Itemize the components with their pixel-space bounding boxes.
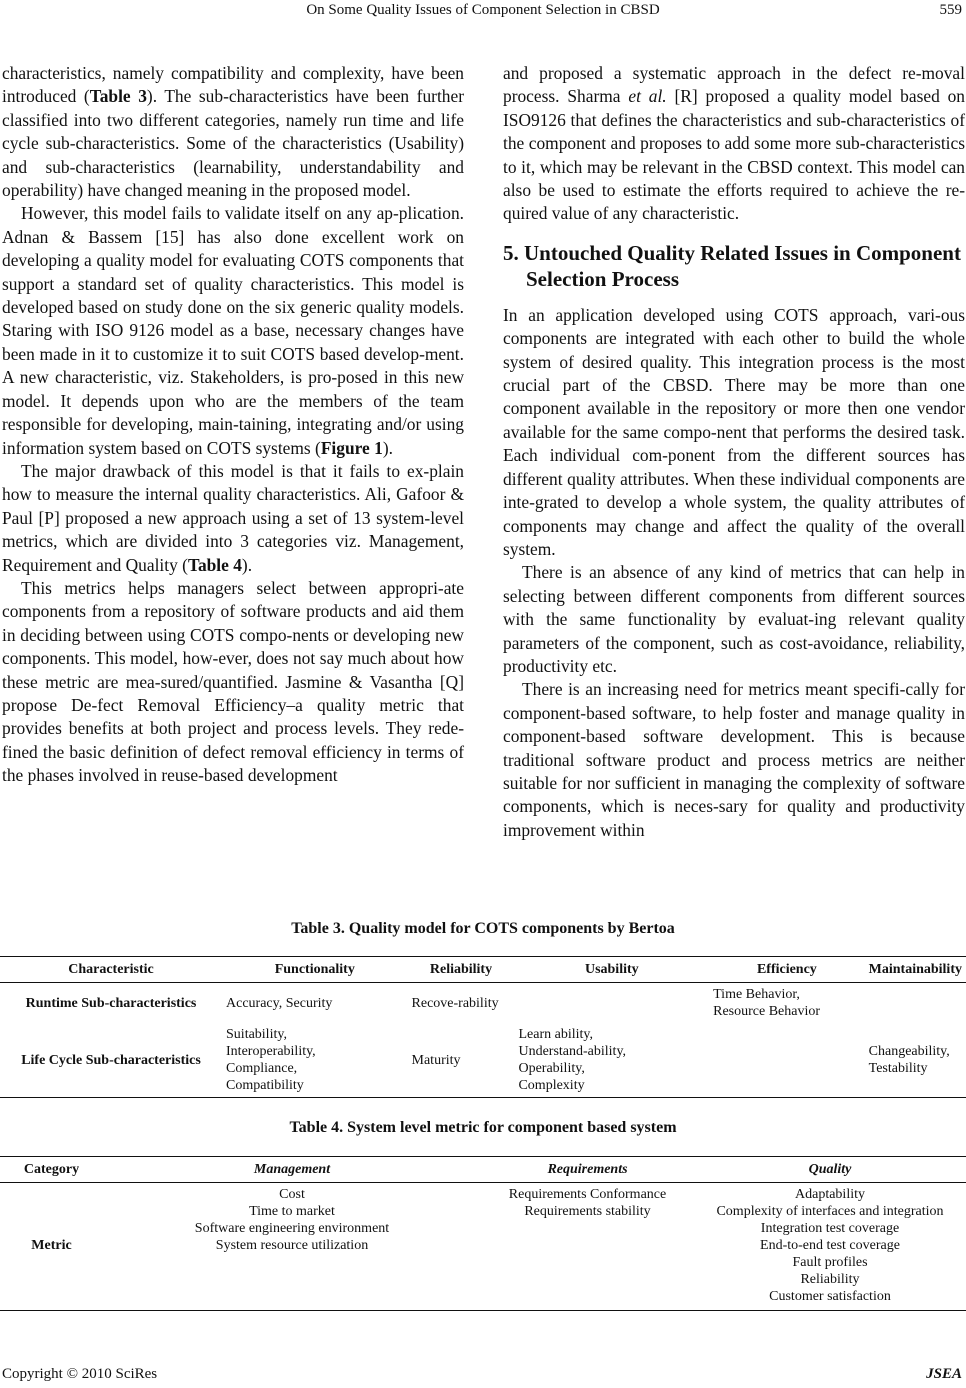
table-header-row <box>0 1157 966 1183</box>
row-label: Metric <box>0 1183 103 1311</box>
paragraph: In an application developed using COTS approach, vari-ous components are integrated with each other to build the whole system of desired quality. This integration process is the most crucial part of the CBSD. There may be more than one component available in the repository or more then one vendor available for the same compo-nent that performs the desired task. Each individual com-ponent from the different sources has different quality attributes. When these individual components are inte-grated to develop a whole system, the quality attributes of components may change and affect the quality of the overall system. <box>503 304 965 559</box>
table-row <box>0 983 966 1024</box>
section-heading: 5. Untouched Quality Related Issues in Component Selection Process <box>503 240 961 291</box>
table-row <box>0 1183 966 1311</box>
table4 <box>0 1156 966 1311</box>
running-title: On Some Quality Issues of Component Selection in CBSD <box>306 2 660 18</box>
journal-abbreviation: JSEA <box>926 1366 962 1382</box>
table-header-cell: Usability <box>514 957 709 983</box>
left-column <box>2 62 464 788</box>
table-header-cell: Quality <box>694 1157 966 1183</box>
table-header-cell: Efficiency <box>709 957 865 983</box>
row-label: Life Cycle Sub-characteristics <box>0 1023 222 1098</box>
table-row <box>0 1023 966 1098</box>
table4-caption: Table 4. System level metric for component based system <box>289 1119 677 1136</box>
paragraph: This metrics helps managers select between appropri-ate components from a repository of software products and aid them in deciding between using COTS compo-nents or developing new components. This model, how-ever, does not say much about how these metric are mea-sured/quantified. Jasmine & Vasantha [Q] propose De-fect Removal Efficiency–a quality metric that provides benefits at both project and process levels. They rede-fined the basic definition of defect removal efficiency in terms of the phases involved in reuse-based development <box>2 577 464 786</box>
table-cell: Suitability, Interoperability, Compliance, Compatibility <box>222 1023 408 1098</box>
table-cell: Adaptability Complexity of interfaces and integration Integration test coverage End-to-end test coverage Fault profiles Reliability Customer satisfaction <box>694 1183 966 1311</box>
paragraph: and proposed a systematic approach in the defect re-moval process. Sharma et al. [R] proposed a quality model based on ISO9126 that defines the characteristics and sub-characteristics of the component and proposes to add some more sub-characteristics to it, which may be relevant in the CBSD context. This model can also be used to estimate the efforts required to achieve the re-quired value of any characteristic. <box>503 63 966 224</box>
table3 <box>0 956 966 1098</box>
table-header-cell: Category <box>0 1157 103 1183</box>
table-cell: Recove-rability <box>411 995 499 1011</box>
table-header-cell: Requirements <box>481 1157 694 1183</box>
table-header-cell: Management <box>103 1157 481 1183</box>
table-cell <box>709 1023 865 1098</box>
paragraph: characteristics, namely compatibility and complexity, have been introduced (Table 3). The sub-characteristics have been further classified into two different categories, namely run time and life cycle sub-characteristics. Some of the characteristics (Usability) and sub-characteristics (learnability, understandability and operability) have changed meaning in the proposed model. <box>2 63 464 201</box>
table-reference[interactable]: Table 3 <box>89 86 147 107</box>
right-column <box>503 62 965 842</box>
table-cell: Time Behavior, Resource Behavior <box>713 987 821 1019</box>
table-header-cell: Functionality <box>222 957 408 983</box>
paragraph: There is an absence of any kind of metrics that can help in selecting between different components from different sources with the same functionality by evaluat-ing relevant quality parameters of the component, such as cost-avoidance, reliability, productivity etc. <box>503 562 965 676</box>
table-cell: Cost Time to market Software engineering environment System resource utilization <box>103 1183 481 1311</box>
paragraph: There is an increasing need for metrics meant specifi-cally for component-based software, to help foster and manage quality in component-based software development. This is because traditional software product and process metrics are neither suitable for nor sufficient in managing the complexity of software components, which is neces-sary for quality and productivity improvement within <box>503 679 965 840</box>
table-reference[interactable]: Table 4 <box>187 554 242 575</box>
table-cell <box>514 983 709 1024</box>
table-header-cell: Characteristic <box>0 957 222 983</box>
table-header-cell: Reliability <box>408 957 515 983</box>
copyright-notice: Copyright © 2010 SciRes <box>2 1366 158 1382</box>
figure-reference[interactable]: Figure 1 <box>320 437 383 458</box>
table-header-row <box>0 957 966 983</box>
table3-caption: Table 3. Quality model for COTS components by Bertoa <box>291 920 675 937</box>
table-cell: Maturity <box>408 1023 515 1098</box>
running-head <box>0 2 966 22</box>
table-cell: Changeability, Testability <box>865 1023 966 1098</box>
page-number: 559 <box>939 2 962 18</box>
table-cell: Learn ability, Understand-ability, Operability, Complexity <box>514 1023 709 1098</box>
row-label: Runtime Sub-characteristics <box>25 995 197 1011</box>
paragraph: The major drawback of this model is that it fails to ex-plain how to measure the internal quality characteristics. Ali, Gafoor & Paul [P] proposed a new approach using a set of 13 system-level metrics, which are divided into 3 categories viz. Management, Requirement and Quality (Table 4). <box>2 460 464 575</box>
table-header-cell: Maintainability <box>865 957 966 983</box>
table-cell: Accuracy, Security <box>226 995 333 1011</box>
table-cell: Requirements Conformance Requirements stability <box>481 1183 694 1311</box>
table-cell <box>865 983 966 1024</box>
paragraph: However, this model fails to validate itself on any ap-plication. Adnan & Bassem [15] has also done excellent work on developing a quality model for evaluating COTS components that support a standard set of quality characteristics. This model is developed based on study done on the six generic quality models. Staring with ISO 9126 model as a base, necessary changes have been made in it to customize it to suit COTS based develop-ment. A new characteristic, viz. Stakeholders, is pro-posed in this new model. It depends upon who are the members of the team responsible for developing, main-taining, integrating and/or using information system based on COTS systems (Figure 1). <box>2 203 464 458</box>
